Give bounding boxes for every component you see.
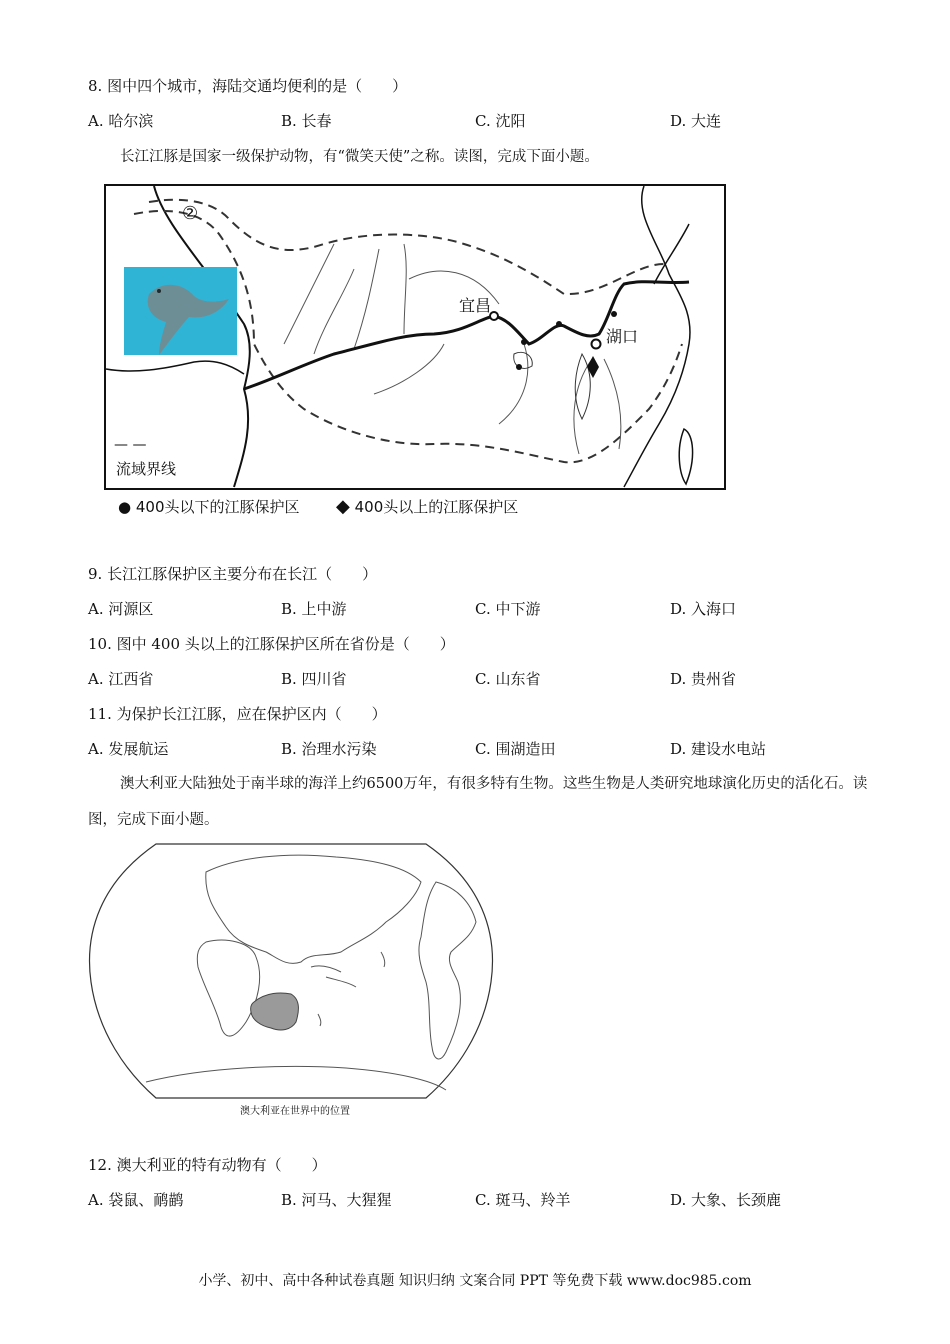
q8-option-a: A. 哈尔滨	[88, 112, 154, 130]
legend-small-reserve	[118, 496, 300, 518]
q9-option-c: C. 中下游	[475, 600, 541, 618]
yichang-marker	[490, 312, 498, 320]
boundary-symbol: — —	[114, 437, 147, 453]
q11-stem: 11. 为保护长江江豚，应在保护区内（ ）	[88, 705, 387, 723]
label-circle-2: ②	[182, 203, 199, 224]
q10-option-a: A. 江西省	[88, 670, 154, 688]
q9-option-b: B. 上中游	[281, 600, 347, 618]
q11-option-d: D. 建设水电站	[670, 740, 767, 758]
q12-stem: 12. 澳大利亚的特有动物有（ ）	[88, 1156, 327, 1174]
q8-option-b: B. 长春	[281, 112, 332, 130]
legend-large-label: 400头以上的江豚保护区	[354, 498, 519, 516]
q9-stem: 9. 长江江豚保护区主要分布在长江（ ）	[88, 565, 378, 583]
q11-option-b: B. 治理水污染	[281, 740, 377, 758]
q10-option-c: C. 山东省	[475, 670, 541, 688]
q8-stem: 8. 图中四个城市，海陆交通均便利的是（ ）	[88, 77, 408, 95]
q9-option-a: A. 河源区	[88, 600, 154, 618]
page-footer: 小学、初中、高中各种试卷真题 知识归纳 文案合同 PPT 等免费下载 www.doc985.com	[198, 1273, 752, 1289]
intro-paragraph-dolphin: 长江江豚是国家一级保护动物，有“微笑天使”之称。读图，完成下面小题。	[120, 149, 599, 165]
label-hukou: 湖口	[606, 327, 639, 346]
q12-option-c: C. 斑马、羚羊	[475, 1191, 571, 1209]
reserve-dot	[521, 339, 527, 345]
reserve-dot	[556, 321, 562, 327]
legend-large-reserve	[336, 496, 518, 518]
dolphin-photo	[124, 267, 237, 355]
q10-option-d: D. 贵州省	[670, 670, 737, 688]
q12-option-b: B. 河马、大猩猩	[281, 1191, 392, 1209]
q8-option-c: C. 沈阳	[475, 112, 526, 130]
label-boundary: 流域界线	[116, 460, 177, 478]
legend-dot-icon: ●	[118, 498, 132, 516]
q10-option-b: B. 四川省	[281, 670, 347, 688]
q11-option-a: A. 发展航运	[88, 740, 169, 758]
q12-option-d: D. 大象、长颈鹿	[670, 1191, 782, 1209]
yangtze-basin-map	[104, 184, 726, 490]
q10-stem: 10. 图中 400 头以上的江豚保护区所在省份是（ ）	[88, 635, 455, 653]
q9-option-d: D. 入海口	[670, 600, 737, 618]
intro-paragraph-australia: 澳大利亚大陆独处于南半球的海洋上约6500万年，有很多特有生物。这些生物是人类研究地球演化历史的活化石。读图，完成下面小题。	[88, 776, 868, 828]
world-map-caption: 澳大利亚在世界中的位置	[240, 1106, 350, 1117]
q12-option-a: A. 袋鼠、鸸鹋	[88, 1191, 184, 1209]
legend-diamond-icon: ◆	[336, 496, 350, 517]
hukou-marker	[592, 340, 601, 349]
reserve-dot	[516, 364, 522, 370]
q8-option-d: D. 大连	[670, 112, 722, 130]
q11-option-c: C. 围湖造田	[475, 740, 556, 758]
world-map	[86, 842, 496, 1100]
legend-small-label: 400头以下的江豚保护区	[135, 498, 300, 516]
reserve-dot	[611, 311, 617, 317]
label-yichang: 宜昌	[459, 296, 492, 315]
